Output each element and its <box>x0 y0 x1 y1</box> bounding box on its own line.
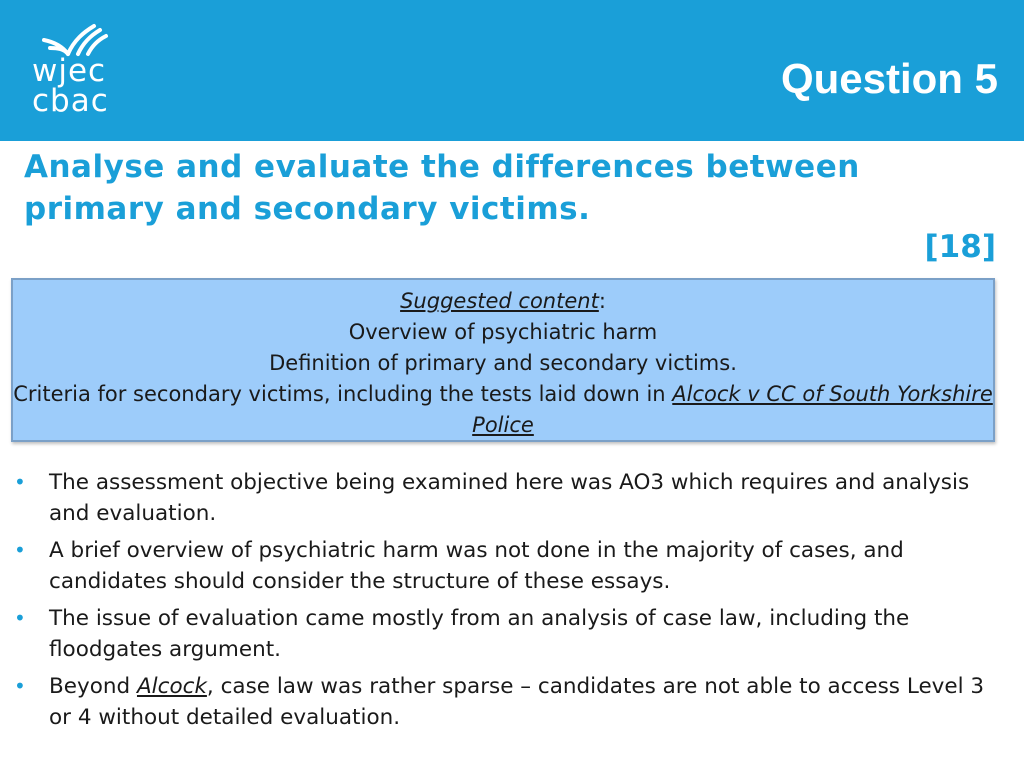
list-item <box>14 603 1004 665</box>
question-marks: [18] <box>924 229 996 265</box>
examiner-comments-list <box>14 467 1004 739</box>
logo-text-cbac: cbac <box>32 83 109 119</box>
content-line-overview: Overview of psychiatric harm <box>348 320 658 344</box>
bullet-icon: • <box>14 674 26 698</box>
list-item <box>14 671 1004 733</box>
suggested-content-heading: Suggested content <box>400 289 599 313</box>
list-item <box>14 467 1004 529</box>
heading-colon: : <box>598 289 606 313</box>
question-title: Question 5 <box>780 55 998 102</box>
list-item-text: The assessment objective being examined here was AO3 which requires and analysis and evaluation. <box>49 470 970 526</box>
wjec-cbac-logo <box>28 18 128 118</box>
bullet-icon: • <box>14 538 26 562</box>
question-text: Analyse and evaluate the differences between primary and secondary victims. <box>24 149 860 227</box>
header-banner <box>0 0 1024 141</box>
case-name-alcock-inline: Alcock <box>136 674 207 699</box>
list-item-text: A brief overview of psychiatric harm was not done in the majority of cases, and candidates should consider the structure of these essays. <box>49 538 904 594</box>
bullet-icon: • <box>14 606 26 630</box>
content-line-definition: Definition of primary and secondary victims. <box>269 351 737 375</box>
case-name-alcock: Alcock v CC of South Yorkshire Police <box>472 382 993 437</box>
suggested-content-box <box>11 278 995 442</box>
logo-text-wjec: wjec <box>32 53 107 89</box>
list-item <box>14 535 1004 597</box>
bullet-icon: • <box>14 470 26 494</box>
list-item-prefix: Beyond <box>49 674 137 699</box>
suggested-content-heading-line <box>13 286 993 317</box>
list-item-text: , case law was rather sparse – candidates are not able to access Level 3 or 4 without detailed evaluation. <box>49 674 985 730</box>
content-line-criteria <box>13 379 993 441</box>
book-icon <box>28 18 128 58</box>
criteria-text: Criteria for secondary victims, including the tests laid down in <box>13 382 673 406</box>
list-item-text: The issue of evaluation came mostly from an analysis of case law, including the floodgates argument. <box>49 606 910 662</box>
